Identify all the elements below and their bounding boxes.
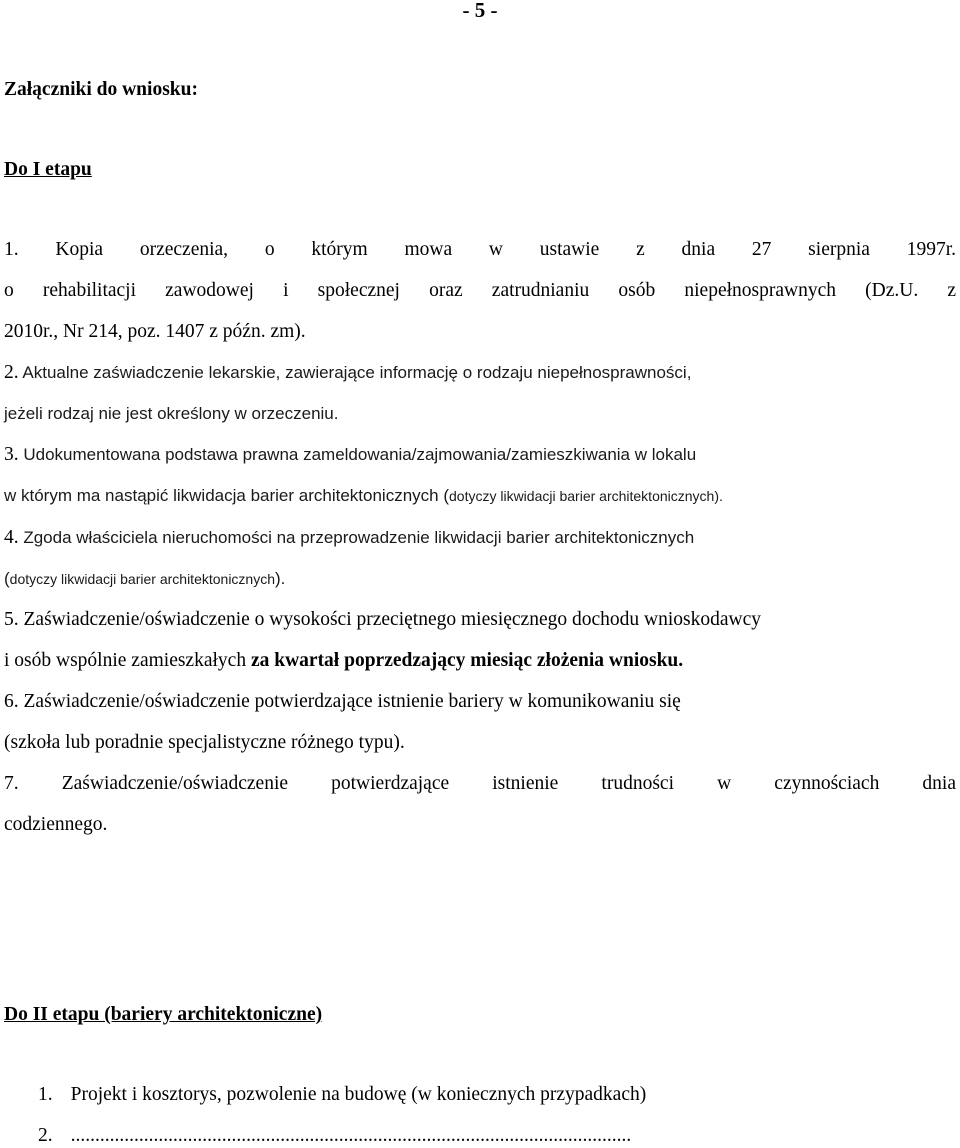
item-1-line-1: 1. Kopia orzeczenia, o którym mowa w ustawie z dnia 27 sierpnia 1997r. [4, 239, 956, 260]
item-6-line-1 [4, 690, 681, 714]
item-6-number: 6. [4, 691, 19, 712]
item-1-line-3: 2010r., Nr 214, poz. 1407 z późn. zm). [4, 321, 306, 342]
stage-2-item-1-text: Projekt i kosztorys, pozwolenie na budowę (w koniecznych przypadkach) [70, 1084, 647, 1105]
item-7-number: 7. [4, 773, 19, 794]
item-4-text: Zgoda właściciela nieruchomości na przeprowadzenie likwidacji barier architektonicznych [18, 528, 695, 547]
stage-2-title: Do II etapu (bariery architektoniczne) [4, 1004, 323, 1025]
stage-2-item-2-number: 2. [38, 1125, 53, 1146]
item-4-line-2 [4, 567, 285, 591]
item-6-text: Zaświadczenie/oświadczenie potwierdzające istnienie bariery w komunikowaniu się [18, 691, 681, 712]
item-4-number: 4. [4, 527, 19, 548]
item-6-line-2: (szkoła lub poradnie specjalistyczne różnego typu). [4, 732, 405, 753]
item-3-line-1 [4, 443, 956, 467]
page-number: - 5 - [462, 0, 498, 22]
attachments-heading: Załączniki do wniosku: [4, 79, 198, 100]
item-2-number: 2. [4, 362, 19, 383]
item-2-line-2: jeżeli rodzaj nie jest określony w orzeczeniu. [4, 404, 339, 423]
item-5-line-2-bold: za kwartał poprzedzający miesiąc złożenia wniosku. [250, 650, 684, 671]
stage-2-item-2-text: ................................................................................................................... [70, 1125, 632, 1146]
stage-2-item-2 [38, 1124, 631, 1148]
item-3-text: Udokumentowana podstawa prawna zameldowania/zajmowania/zamieszkiwania w lokalu [18, 445, 697, 464]
item-5-text: Zaświadczenie/oświadczenie o wysokości przeciętnego miesięcznego dochodu wnioskodawcy [18, 609, 761, 630]
item-3-number: 3. [4, 444, 19, 465]
item-5-number: 5. [4, 609, 19, 630]
item-3-line-2-note: dotyczy likwidacji barier architektonicznych [449, 488, 715, 504]
item-4-line-2-close: ). [275, 569, 286, 588]
item-7-line-1 [4, 772, 956, 796]
item-3-line-2 [4, 484, 723, 508]
item-4-line-1 [4, 526, 956, 550]
item-1-line-2: o rehabilitacji zawodowej i społecznej oraz zatrudnianiu osób niepełnosprawnych (Dz.U. z [4, 280, 956, 301]
item-3-line-2-end: ). [714, 488, 723, 504]
stage-2-item-1-number: 1. [38, 1084, 53, 1105]
item-2-line-1 [4, 361, 956, 385]
item-5-line-2-normal: i osób wspólnie zamieszkałych [4, 650, 251, 671]
item-2-text: Aktualne zaświadczenie lekarskie, zawierające informację o rodzaju niepełnosprawności, [18, 363, 692, 382]
item-4-line-2-note: dotyczy likwidacji barier architektonicznych [9, 571, 275, 587]
item-7-line-2: codziennego. [4, 814, 108, 835]
item-3-line-2-main: w którym ma nastąpić likwidacja barier architektonicznych ( [4, 486, 449, 505]
stage-1-title: Do I etapu [4, 159, 92, 180]
stage-2-item-1 [38, 1083, 646, 1107]
item-7-text: Zaświadczenie/oświadczenie potwierdzające istnienie trudności w czynnościach dnia [18, 773, 956, 794]
item-5-line-2 [4, 649, 683, 673]
item-5-line-1 [4, 608, 761, 632]
item-4-line-2-open: ( [4, 569, 10, 588]
